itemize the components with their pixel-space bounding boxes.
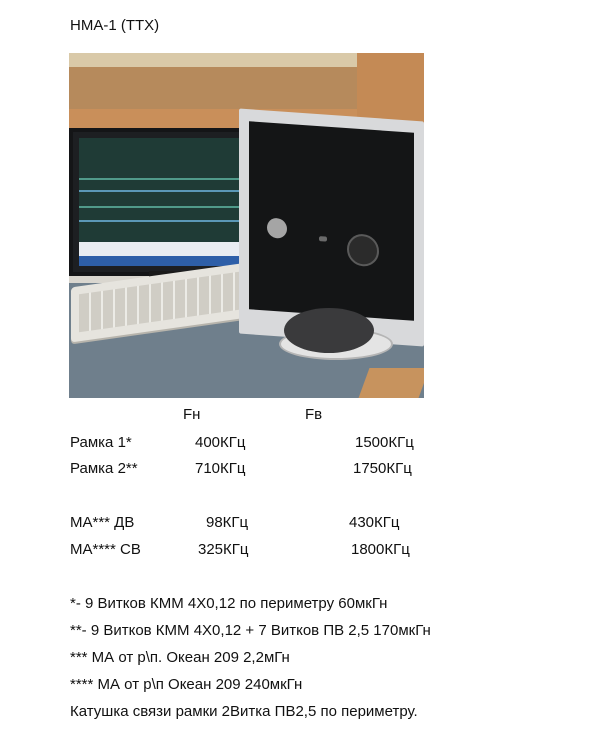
equipment-photo xyxy=(69,53,424,398)
note-line: *- 9 Витков КММ 4Х0,12 по периметру 60мкГн xyxy=(70,595,388,612)
tuning-knob xyxy=(267,217,287,238)
note-line: Катушка связи рамки 2Витка ПВ2,5 по периметру. xyxy=(70,703,418,720)
row-fn: 325КГц xyxy=(198,541,249,558)
row-fv: 1800КГц xyxy=(351,541,410,558)
note-line: **** МА от р\п Океан 209 240мкГн xyxy=(70,676,303,693)
device-panel xyxy=(249,121,414,321)
row-name: Рамка 2** xyxy=(70,460,138,477)
computer-monitor xyxy=(69,128,255,276)
row-fn: 710КГц xyxy=(195,460,246,477)
header-fv: Fв xyxy=(305,406,323,423)
page-title: НМА-1 (ТТХ) xyxy=(70,17,160,34)
row-fn: 400КГц xyxy=(195,434,246,451)
header-fn: Fн xyxy=(183,406,201,423)
note-line: *** МА от р\п. Океан 209 2,2мГн xyxy=(70,649,290,666)
row-fv: 1500КГц xyxy=(355,434,414,451)
row-fn: 98КГц xyxy=(206,514,249,531)
row-name: МА*** ДВ xyxy=(70,514,135,531)
row-fv: 430КГц xyxy=(349,514,400,531)
row-fv: 1750КГц xyxy=(353,460,412,477)
oscilloscope-screen xyxy=(79,138,245,266)
note-line: **- 9 Витков КММ 4Х0,12 + 7 Витков ПВ 2,5 170мкГн xyxy=(70,622,431,639)
dial-knob xyxy=(347,233,379,267)
row-name: Рамка 1* xyxy=(70,434,132,451)
row-name: МА**** СВ xyxy=(70,541,141,558)
